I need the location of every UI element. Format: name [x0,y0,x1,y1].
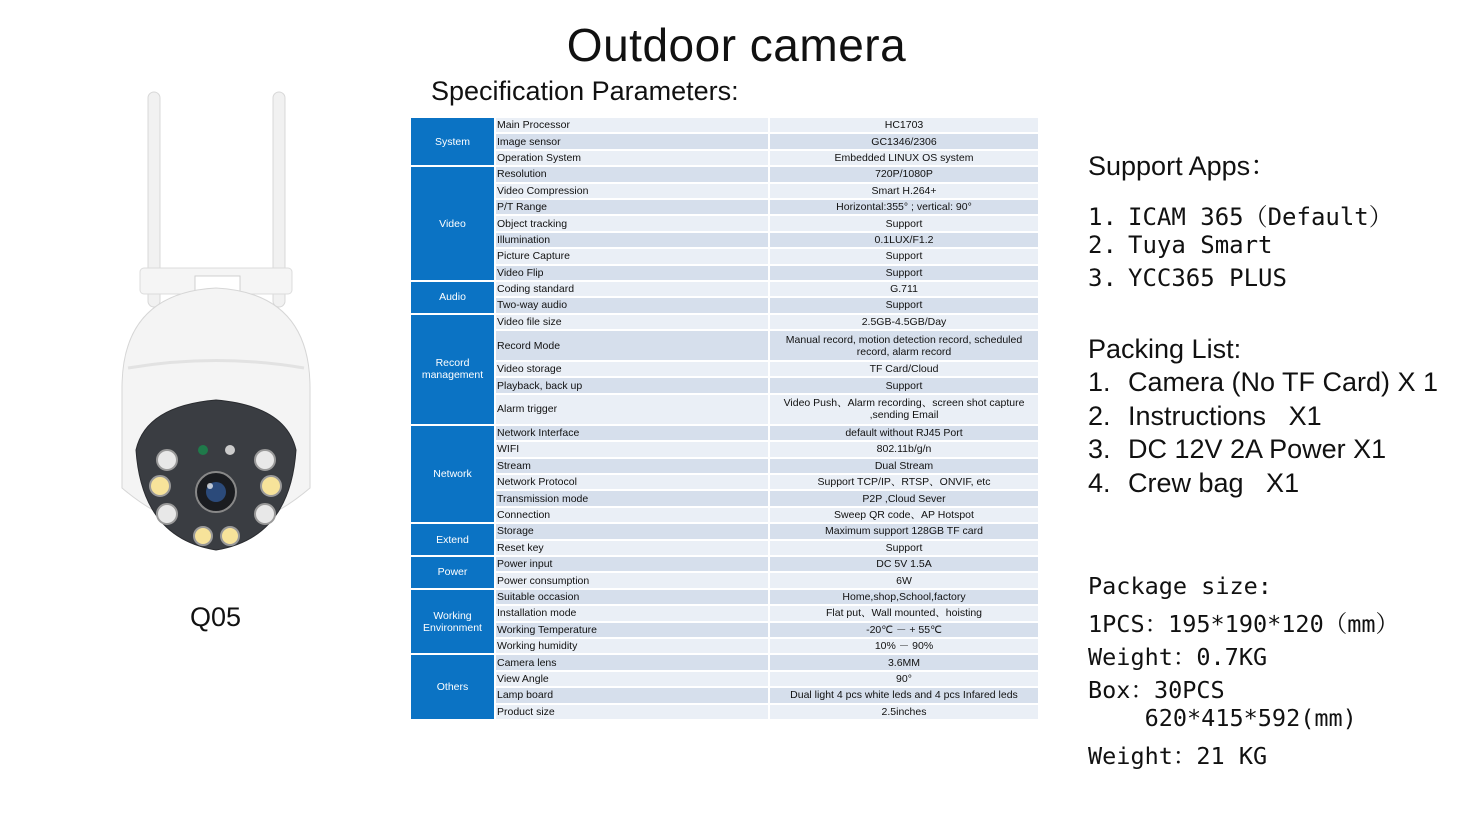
spec-value: Support TCP/IP、RTSP、ONVIF, etc [769,474,1039,490]
spec-value: 802.11b/g/n [769,441,1039,457]
spec-name: Video storage [495,361,769,377]
spec-value: TF Card/Cloud [769,361,1039,377]
spec-row [410,150,1039,166]
spec-value: default without RJ45 Port [769,425,1039,441]
spec-row [410,425,1039,441]
spec-row [410,687,1039,703]
spec-name: Video Compression [495,183,769,199]
spec-name: Connection [495,507,769,523]
spec-name: Video file size [495,314,769,330]
spec-value: -20℃ － + 55℃ [769,622,1039,638]
spec-category: Others [410,654,495,720]
product-model: Q05 [190,602,242,632]
app-item: 3. YCC365 PLUS [1088,264,1287,292]
spec-value: DC 5V 1.5A [769,556,1039,572]
app-item: 2. Tuya Smart [1088,230,1273,259]
spec-value: 90° [769,671,1039,687]
spec-category: Record management [410,314,495,425]
spec-row [410,622,1039,638]
spec-row [410,117,1039,133]
packing-heading: Packing List: [1088,334,1242,364]
packing-item: 1. Camera (No TF Card) X 1 [1088,367,1439,397]
spec-name: Alarm trigger [495,394,769,425]
spec-name: Playback, back up [495,377,769,393]
spec-table [409,116,1040,721]
spec-value: Support [769,540,1039,556]
spec-value: P2P ,Cloud Sever [769,490,1039,506]
spec-category: Network [410,425,495,523]
spec-row [410,540,1039,556]
spec-value: 6W [769,572,1039,588]
spec-value: 2.5inches [769,704,1039,720]
spec-row [410,361,1039,377]
spec-name: Transmission mode [495,490,769,506]
box-quantity: Box：30PCS [1088,676,1225,704]
spec-row [410,166,1039,182]
spec-row [410,133,1039,149]
spec-row [410,281,1039,297]
spec-name: Operation System [495,150,769,166]
spec-row [410,183,1039,199]
spec-row [410,377,1039,393]
spec-name: Network Interface [495,425,769,441]
spec-value: G.711 [769,281,1039,297]
spec-name: Record Mode [495,330,769,361]
spec-value: Support [769,248,1039,264]
spec-name: Two-way audio [495,297,769,313]
spec-category: Audio [410,281,495,314]
spec-name: Installation mode [495,605,769,621]
spec-name: Power input [495,556,769,572]
spec-name: Main Processor [495,117,769,133]
spec-category: Video [410,166,495,281]
packing-item: 4. Crew bag X1 [1088,467,1300,498]
apps-heading: Support Apps： [1088,151,1278,181]
spec-name: View Angle [495,671,769,687]
spec-name: Reset key [495,540,769,556]
spec-name: Illumination [495,232,769,248]
spec-row [410,215,1039,231]
spec-value: Smart H.264+ [769,183,1039,199]
spec-name: Video Flip [495,265,769,281]
spec-value: Support [769,265,1039,281]
spec-name: Coding standard [495,281,769,297]
spec-value: Embedded LINUX OS system [769,150,1039,166]
spec-value: 720P/1080P [769,166,1039,182]
package-dimensions: 1PCS：195*190*120（mm） [1088,610,1400,638]
spec-row [410,297,1039,313]
spec-value: 2.5GB-4.5GB/Day [769,314,1039,330]
spec-row [410,589,1039,605]
spec-name: Network Protocol [495,474,769,490]
spec-row [410,704,1039,720]
spec-row [410,490,1039,506]
packing-list [1088,334,1438,501]
spec-row [410,572,1039,588]
spec-value: Support [769,215,1039,231]
spec-name: Storage [495,523,769,539]
packing-item: 2. Instructions X1 [1088,400,1322,431]
packing-item: 3. DC 12V 2A Power X1 [1088,434,1387,464]
spec-row [410,671,1039,687]
app-item: 1. ICAM 365（Default） [1088,203,1393,231]
spec-row [410,265,1039,281]
unit-weight: Weight：0.7KG [1088,643,1268,671]
spec-name: Power consumption [495,572,769,588]
spec-name: Lamp board [495,687,769,703]
spec-name: Working humidity [495,638,769,654]
spec-category: Power [410,556,495,589]
spec-name: Camera lens [495,654,769,670]
spec-value: Home,shop,School,factory [769,589,1039,605]
box-weight: Weight：21 KG [1088,742,1268,770]
spec-row [410,330,1039,361]
camera-image [100,88,332,570]
box-dimensions: 620*415*592(mm) [1088,704,1357,732]
spec-name: P/T Range [495,199,769,215]
spec-value: 3.6MM [769,654,1039,670]
spec-value: Dual Stream [769,458,1039,474]
spec-subtitle: Specification Parameters: [431,76,739,106]
spec-row [410,248,1039,264]
spec-value: 0.1LUX/F1.2 [769,232,1039,248]
spec-row [410,605,1039,621]
spec-row [410,474,1039,490]
spec-row [410,232,1039,248]
spec-name: Image sensor [495,133,769,149]
spec-row [410,654,1039,670]
spec-value: 10% － 90% [769,638,1039,654]
spec-name: Product size [495,704,769,720]
spec-row [410,441,1039,457]
spec-category: Working Environment [410,589,495,655]
spec-row [410,458,1039,474]
spec-name: Picture Capture [495,248,769,264]
spec-value: Horizontal:355° ; vertical: 90° [769,199,1039,215]
spec-name: WIFI [495,441,769,457]
spec-value: Flat put、Wall mounted、hoisting [769,605,1039,621]
spec-value: Support [769,297,1039,313]
spec-row [410,523,1039,539]
spec-name: Working Temperature [495,622,769,638]
spec-name: Suitable occasion [495,589,769,605]
spec-value: Support [769,377,1039,393]
spec-row [410,638,1039,654]
spec-row [410,394,1039,425]
spec-name: Object tracking [495,215,769,231]
spec-value: GC1346/2306 [769,133,1039,149]
spec-name: Resolution [495,166,769,182]
spec-row [410,556,1039,572]
spec-category: System [410,117,495,166]
spec-value: Sweep QR code、AP Hotspot [769,507,1039,523]
spec-value: Video Push、Alarm recording、screen shot capture ,sending Email [769,394,1039,425]
page-title: Outdoor camera [566,19,907,71]
spec-value: Manual record, motion detection record, scheduled record, alarm record [769,330,1039,361]
spec-category: Extend [410,523,495,556]
spec-row [410,199,1039,215]
spec-value: HC1703 [769,117,1039,133]
package-info [1088,572,1399,770]
spec-value: Dual light 4 pcs white leds and 4 pcs Infared leds [769,687,1039,703]
spec-value: Maximum support 128GB TF card [769,523,1039,539]
support-apps [1088,144,1393,298]
spec-row [410,314,1039,330]
package-size-heading: Package size: [1088,572,1272,600]
spec-name: Stream [495,458,769,474]
spec-row [410,507,1039,523]
